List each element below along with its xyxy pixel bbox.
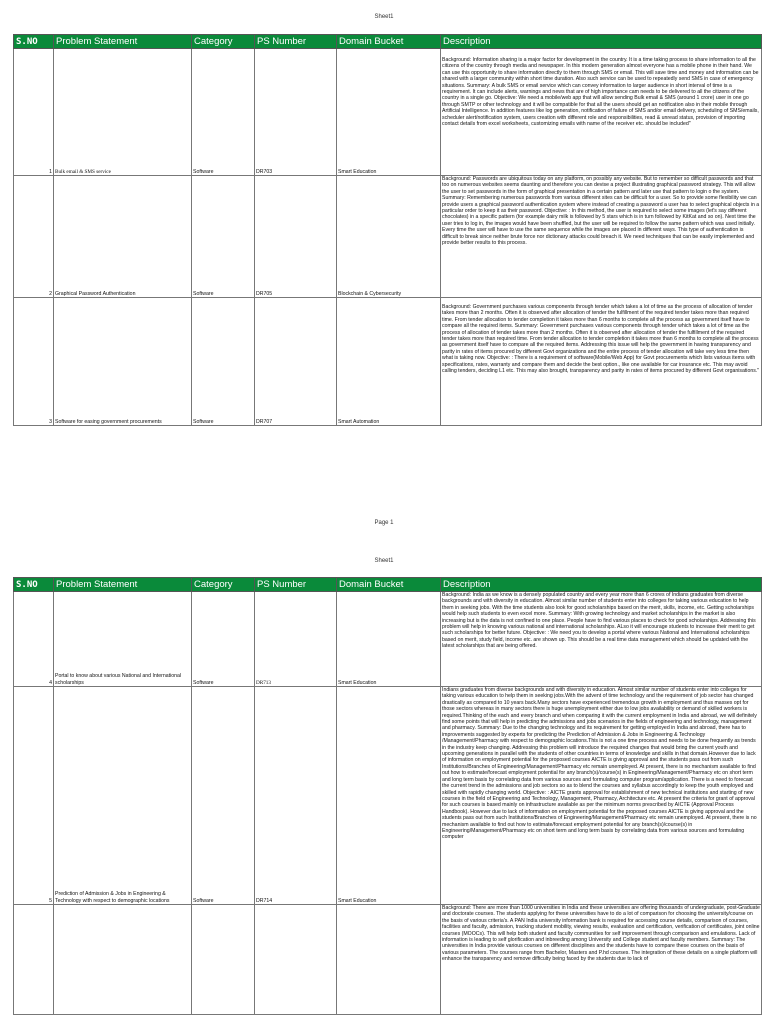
cell-ps-number — [255, 905, 337, 1015]
cell-category: Software — [192, 298, 255, 426]
cell-domain: Smart Automation — [337, 298, 441, 426]
cell-sno: 2 — [14, 176, 54, 298]
col-header-ps-number: PS Number — [255, 578, 337, 592]
cell-domain: Blockchain & Cybersecurity — [337, 176, 441, 298]
header-row — [14, 35, 762, 49]
cell-ps-number: DR705 — [255, 176, 337, 298]
cell-ps-number: DR707 — [255, 298, 337, 426]
col-header-problem: Problem Statement — [54, 35, 192, 49]
col-header-domain: Domain Bucket — [337, 578, 441, 592]
cell-description: Background: Passwords are ubiquitous today on any platform, on possibly any website. But to remember so difficult passwords and that too on numerous websites seems daunting and therefore you can devise a project illustrating graphical password strategy. This will allow the user to set passwords in the form of graphical presentation in a certain pattern and later use that pattern to login o the system. Summary: Remembering numerous passwords from various different sites can be difficult for a user. So to provide some flexibility we can provide users a graphical password authentication system where instead of creating a password a user has to select graphical objects in a particular order to keep it as their password. Objective: : In this method, the user is required to select some images (let's say different chocolates) in a specific pattern (for example dairy milk is followed by 5 stars which is in turn followed by KitKat and so on). Next time the user tries to log in, the images would have been shuffled, but the user will be required to follow the same pattern which was used initially. Every time the user will have to use the same sequence while the images are placed in different ways. This type of authentication is difficult to break since neither brute force nor dictionary attacks could breach it. We need techniques that can be easily implemented and provide better results to this process. — [441, 176, 762, 298]
table-row — [14, 687, 762, 905]
cell-problem: Software for easing government procurements — [54, 298, 192, 426]
cell-description: Background: Information sharing is a major factor for development in the country. It is a time taking process to share information to all the citizens of the country through media and newspaper. In this modern generation almost everyone has a mobile phone in their hand. We can use this opportunity to share information directly to them through SMS or email. This will save time and money and information can be shared with a larger community within short time duration. Also such service can be used to repeatedly send SMS in case of emergency situations. Summary: A bulk SMS or email service which can convey information to larger audience in short interval of time is a requirement. It can include alerts, warnings and news that are of high importance cam needs to be delivered to all the citizens of the country in a single go. Objective: We need a mobile/web app that will allow sending Bulk email & SMS (around 1 crore) user in one go through SMTP or other technology and it will be compatible for that all the users should get an notification also in their mobile through Artificial Intelligence. In addition features like log generation, notification of failure of SMS and/or email delivery, scheduling of SMS/emails, scheduler alert/notification system, users creation with different role and responsibilities, read & unread status, provision of importing contact details from excel worksheets, customizing emails with name of the receiver etc. should be included" — [441, 49, 762, 176]
col-header-category: Category — [192, 35, 255, 49]
cell-sno: 1 — [14, 49, 54, 176]
table-row — [14, 49, 762, 176]
cell-category — [192, 905, 255, 1015]
col-header-description: Description — [441, 578, 762, 592]
col-header-sno: S.NO — [14, 578, 54, 592]
table-row — [14, 592, 762, 687]
cell-category: Software — [192, 49, 255, 176]
cell-sno — [14, 905, 54, 1015]
col-header-domain: Domain Bucket — [337, 35, 441, 49]
cell-domain: Smart Education — [337, 49, 441, 176]
cell-sno: 5 — [14, 687, 54, 905]
cell-domain: Smart Education — [337, 592, 441, 687]
cell-problem: Prediction of Admission & Jobs in Engineering & Technology with respect to demographic locations — [54, 687, 192, 905]
page-number: Page 1 — [374, 520, 394, 526]
cell-problem: Bulk email & SMS service — [54, 49, 192, 176]
cell-domain: Smart Education — [337, 687, 441, 905]
cell-sno: 4 — [14, 592, 54, 687]
col-header-sno: S.NO — [14, 35, 54, 49]
sheet-label: Sheet1 — [374, 14, 394, 20]
problem-table — [13, 34, 762, 426]
cell-category: Software — [192, 176, 255, 298]
cell-ps-number: DR703 — [255, 49, 337, 176]
table-row — [14, 176, 762, 298]
header-row — [14, 578, 762, 592]
col-header-description: Description — [441, 35, 762, 49]
sheet-label: Sheet1 — [374, 558, 394, 564]
cell-problem — [54, 905, 192, 1015]
cell-domain — [337, 905, 441, 1015]
cell-description: Indians graduates from diverse backgrounds and with diversity in education. Almost similar number of students enter into colleges for taking various education to help them in seeking jobs.With the advent of time technology and the requirement of job sector has changed drastically as compared to 10 years back.Many sectors have experienced tremendous growth in employment and thus masses opt for those sectors whereas in many sectors there is huge unemployment either due to low jobs availability or demand of skilled workers is required.Thinking of the each and every branch and when comparing it with the current employment in India and abroad, we will definitely find some points that will help in predicting the admissions and jobs scenarios in the fields of engineering and technology, management and pharmacy. Summary: Due to the changing technology and its requirement for getting employed in India and abroad, there has to improvements suggested by experts for predicting the Prediction of Admission & Jobs in Engineering & Technology /Management/Pharmacy with respect to demographic locations.This is not a one time process and needs to be done frequently as trends in the industry keep changing. Addressing this problem will introduce the required changes that would bring the current youth and upcoming generations in parallel with the students of other countries in terms of knowledge and skills in that domain.However due to lack of information on employment potential for the proposed courses AICTE is giving approval and the students pass out from such Institutions/Branches of Engineering/Management/Pharmacy etc remain unemployed. At present, there is no mechanism available to find out how to estimate/forecast employment potential for any branch(s)/course(s) in Engineering/Management/Pharmacy etc on short term and long term basis by correlating data from various sources and formulating computer program/application. There is a need to forecast the current trend in the admissions and job sectors so as to blend the courses and syllabus accordingly to keep the youth employed and skilled with rapidly changing world. Objective: : AICTE grants approval for establishment of new technical institutions and starting of new courses in the field of Engineering and Technology, Management, Pharmacy, Architecture etc. At present the criteria for grant of approval for such courses is based mainly on infrastructure available as per the minimum norms prescribed by AICTE (Approval Process Handbook). However due to lack of information on employment potential for the proposed courses AICTE is giving approval and the students pass out from such Institutions/Branches of Engineering/Management/Pharmacy etc remain unemployed. At present, there is no mechanism available to find out how to estimate/forecast employment potential for any branch(s)/course(s) in Engineering/Management/Pharmacy etc on short term and long term basis by correlating data from various sources and formulating computer — [441, 687, 762, 905]
cell-description: Background: There are more than 1000 universities in India and these universities are offering thousands of undergraduate, post-Graduate and doctorate courses. The students applying for these universities have to do a lot of comparison for choosing the university/course on the basis of various criteria's. A PAN India university information bank is required for accessing course details, comparison of courses, facilities and faculty, admission, tracking student mobility, viewing results, evaluation and certification, verification of certificates, joint online courses (MOOCs). This will help both student and faculty communities for self improvement through comparison and emulations. Lack of information is leading to self glorification and inbreeding among University and College student and faculty members. Summary: The universities in India provide various courses on different disciplines and the students have to compare these courses on the basis of various parameters. The courses range from Bachelor, Masters and P.hd courses. The integration of these details on a single platform will enhance the transparency and remove difficulty being faced by the students due to lack of — [441, 905, 762, 1015]
cell-problem: Portal to know about various National and International scholarships — [54, 592, 192, 687]
cell-description: Background: Government purchases various components through tender which takes a lot of time as the process of allocation of tender takes more than 2 months. Often it is observed after allocation of tender the fulfillment of the required tender takes more than required time. From tender allocation to tender completion it takes more than 6 months to complete all the process as government itself have to compare all the required items. Summary: Government purchases various components through tender which takes a lot of time as the process of allocation of tender takes more than 2 months. Often it is observed after allocation of tender the fulfillment of the required tender takes more than required time. From tender allocation to tender completion it takes more than 6 months to complete all the process as government itself have to compare all the required items. Addressing this issue will help the government in having transparency and parity in rates of items procured by different Govt organizations and the entire process of tender allocation will take very less time then what is taking now. Objective: : There is a requirement of software(Mobile/Web App) for Govt procurements which lists various items with specifications, rates, warranty and compare them and decide the best option., like one available for car insurance etc. This may avoid calling tenders, deciding L1 etc. This may also brought, transparency and parity in rates of items procured by different Govt organisations." — [441, 298, 762, 426]
cell-category: Software — [192, 687, 255, 905]
cell-category: Software — [192, 592, 255, 687]
table-row — [14, 298, 762, 426]
table-row — [14, 905, 762, 1015]
cell-ps-number: DR714 — [255, 687, 337, 905]
col-header-ps-number: PS Number — [255, 35, 337, 49]
problem-table — [13, 577, 762, 1015]
cell-ps-number: DR713 — [255, 592, 337, 687]
cell-sno: 3 — [14, 298, 54, 426]
col-header-problem: Problem Statement — [54, 578, 192, 592]
cell-problem: Graphical Password Authentication — [54, 176, 192, 298]
cell-description: Background: India as we know is a densely populated country and every year more than 6 crores of Indians graduates from diverse backgrounds and with diversity in education. Almost similar number of students enter into colleges for taking various education to help them in seeking jobs. With the time students also look for good scholarships based on the merit, skills, income, etc. Getting scholarships would help such students to even excel more. Summary: With growing technology and market scholarships in the market is also increasing but is the data is not confined to one place. People have to find various places to check for good scholarships. Addressing this problem will help in knowing various national and international scholarships. ALso it will encourage students to increase their merit to get such scholarships for better future. Objective: : We need you to develop a portal where various National and International scholarships based on merit, study field, income etc. are shown up. This should be a real time data management which should be updated with the latest scholarships that are being offered. — [441, 592, 762, 687]
col-header-category: Category — [192, 578, 255, 592]
